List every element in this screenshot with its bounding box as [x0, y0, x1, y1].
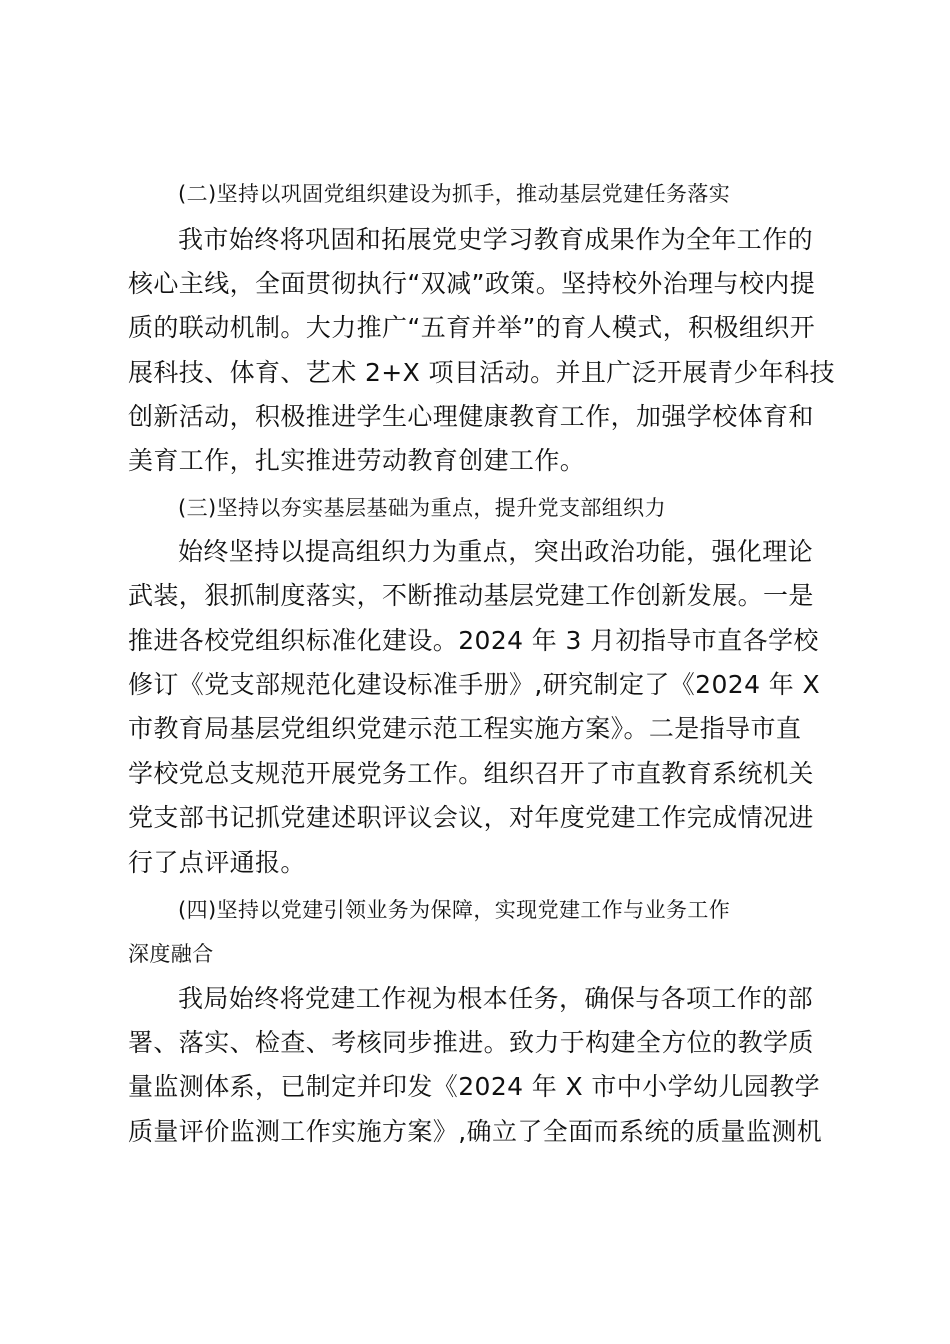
- paragraph-line: 推进各校党组织标准化建设。2024 年 3 月初指导市直各学校: [128, 626, 819, 655]
- paragraph-line: 核心主线，全面贯彻执行“双减”政策。坚持校外治理与校内提: [128, 269, 816, 298]
- section-heading-4: (四)坚持以党建引领业务为保障，实现党建工作与业务工作: [178, 898, 731, 922]
- paragraph-line: 质量评价监测工作实施方案》,确立了全面而系统的质量监测机: [128, 1117, 823, 1146]
- section-heading-4-continued: 深度融合: [128, 942, 214, 966]
- paragraph-line: 质的联动机制。大力推广“五育并举”的育人模式，积极组织开: [128, 313, 816, 342]
- paragraph-line: 我市始终将巩固和拓展党史学习教育成果作为全年工作的: [178, 225, 814, 254]
- paragraph-line: 我局始终将党建工作视为根本任务，确保与各项工作的部: [178, 984, 814, 1013]
- paragraph-line: 市教育局基层党组织党建示范工程实施方案》。二是指导市直: [128, 714, 802, 743]
- section-heading-2: (二)坚持以巩固党组织建设为抓手，推动基层党建任务落实: [178, 182, 731, 206]
- paragraph-line: 学校党总支规范开展党务工作。组织召开了市直教育系统机关: [128, 759, 814, 788]
- paragraph-line: 美育工作，扎实推进劳动教育创建工作。: [128, 446, 586, 475]
- paragraph-line: 创新活动，积极推进学生心理健康教育工作，加强学校体育和: [128, 402, 814, 431]
- paragraph-line: 始终坚持以提高组织力为重点，突出政治功能，强化理论: [178, 537, 814, 566]
- paragraph-line: 党支部书记抓党建述职评议会议，对年度党建工作完成情况进: [128, 803, 814, 832]
- paragraph-line: 展科技、体育、艺术 2+X 项目活动。并且广泛开展青少年科技: [128, 358, 835, 387]
- paragraph-line: 修订《党支部规范化建设标准手册》,研究制定了《2024 年 X: [128, 670, 820, 699]
- paragraph-line: 署、落实、检查、考核同步推进。致力于构建全方位的教学质: [128, 1028, 814, 1057]
- paragraph-line: 量监测体系，已制定并印发《2024 年 X 市中小学幼儿园教学: [128, 1072, 820, 1101]
- paragraph-line: 行了点评通报。: [128, 848, 306, 877]
- paragraph-line: 武装，狠抓制度落实，不断推动基层党建工作创新发展。一是: [128, 581, 814, 610]
- section-heading-3: (三)坚持以夯实基层基础为重点，提升党支部组织力: [178, 496, 666, 520]
